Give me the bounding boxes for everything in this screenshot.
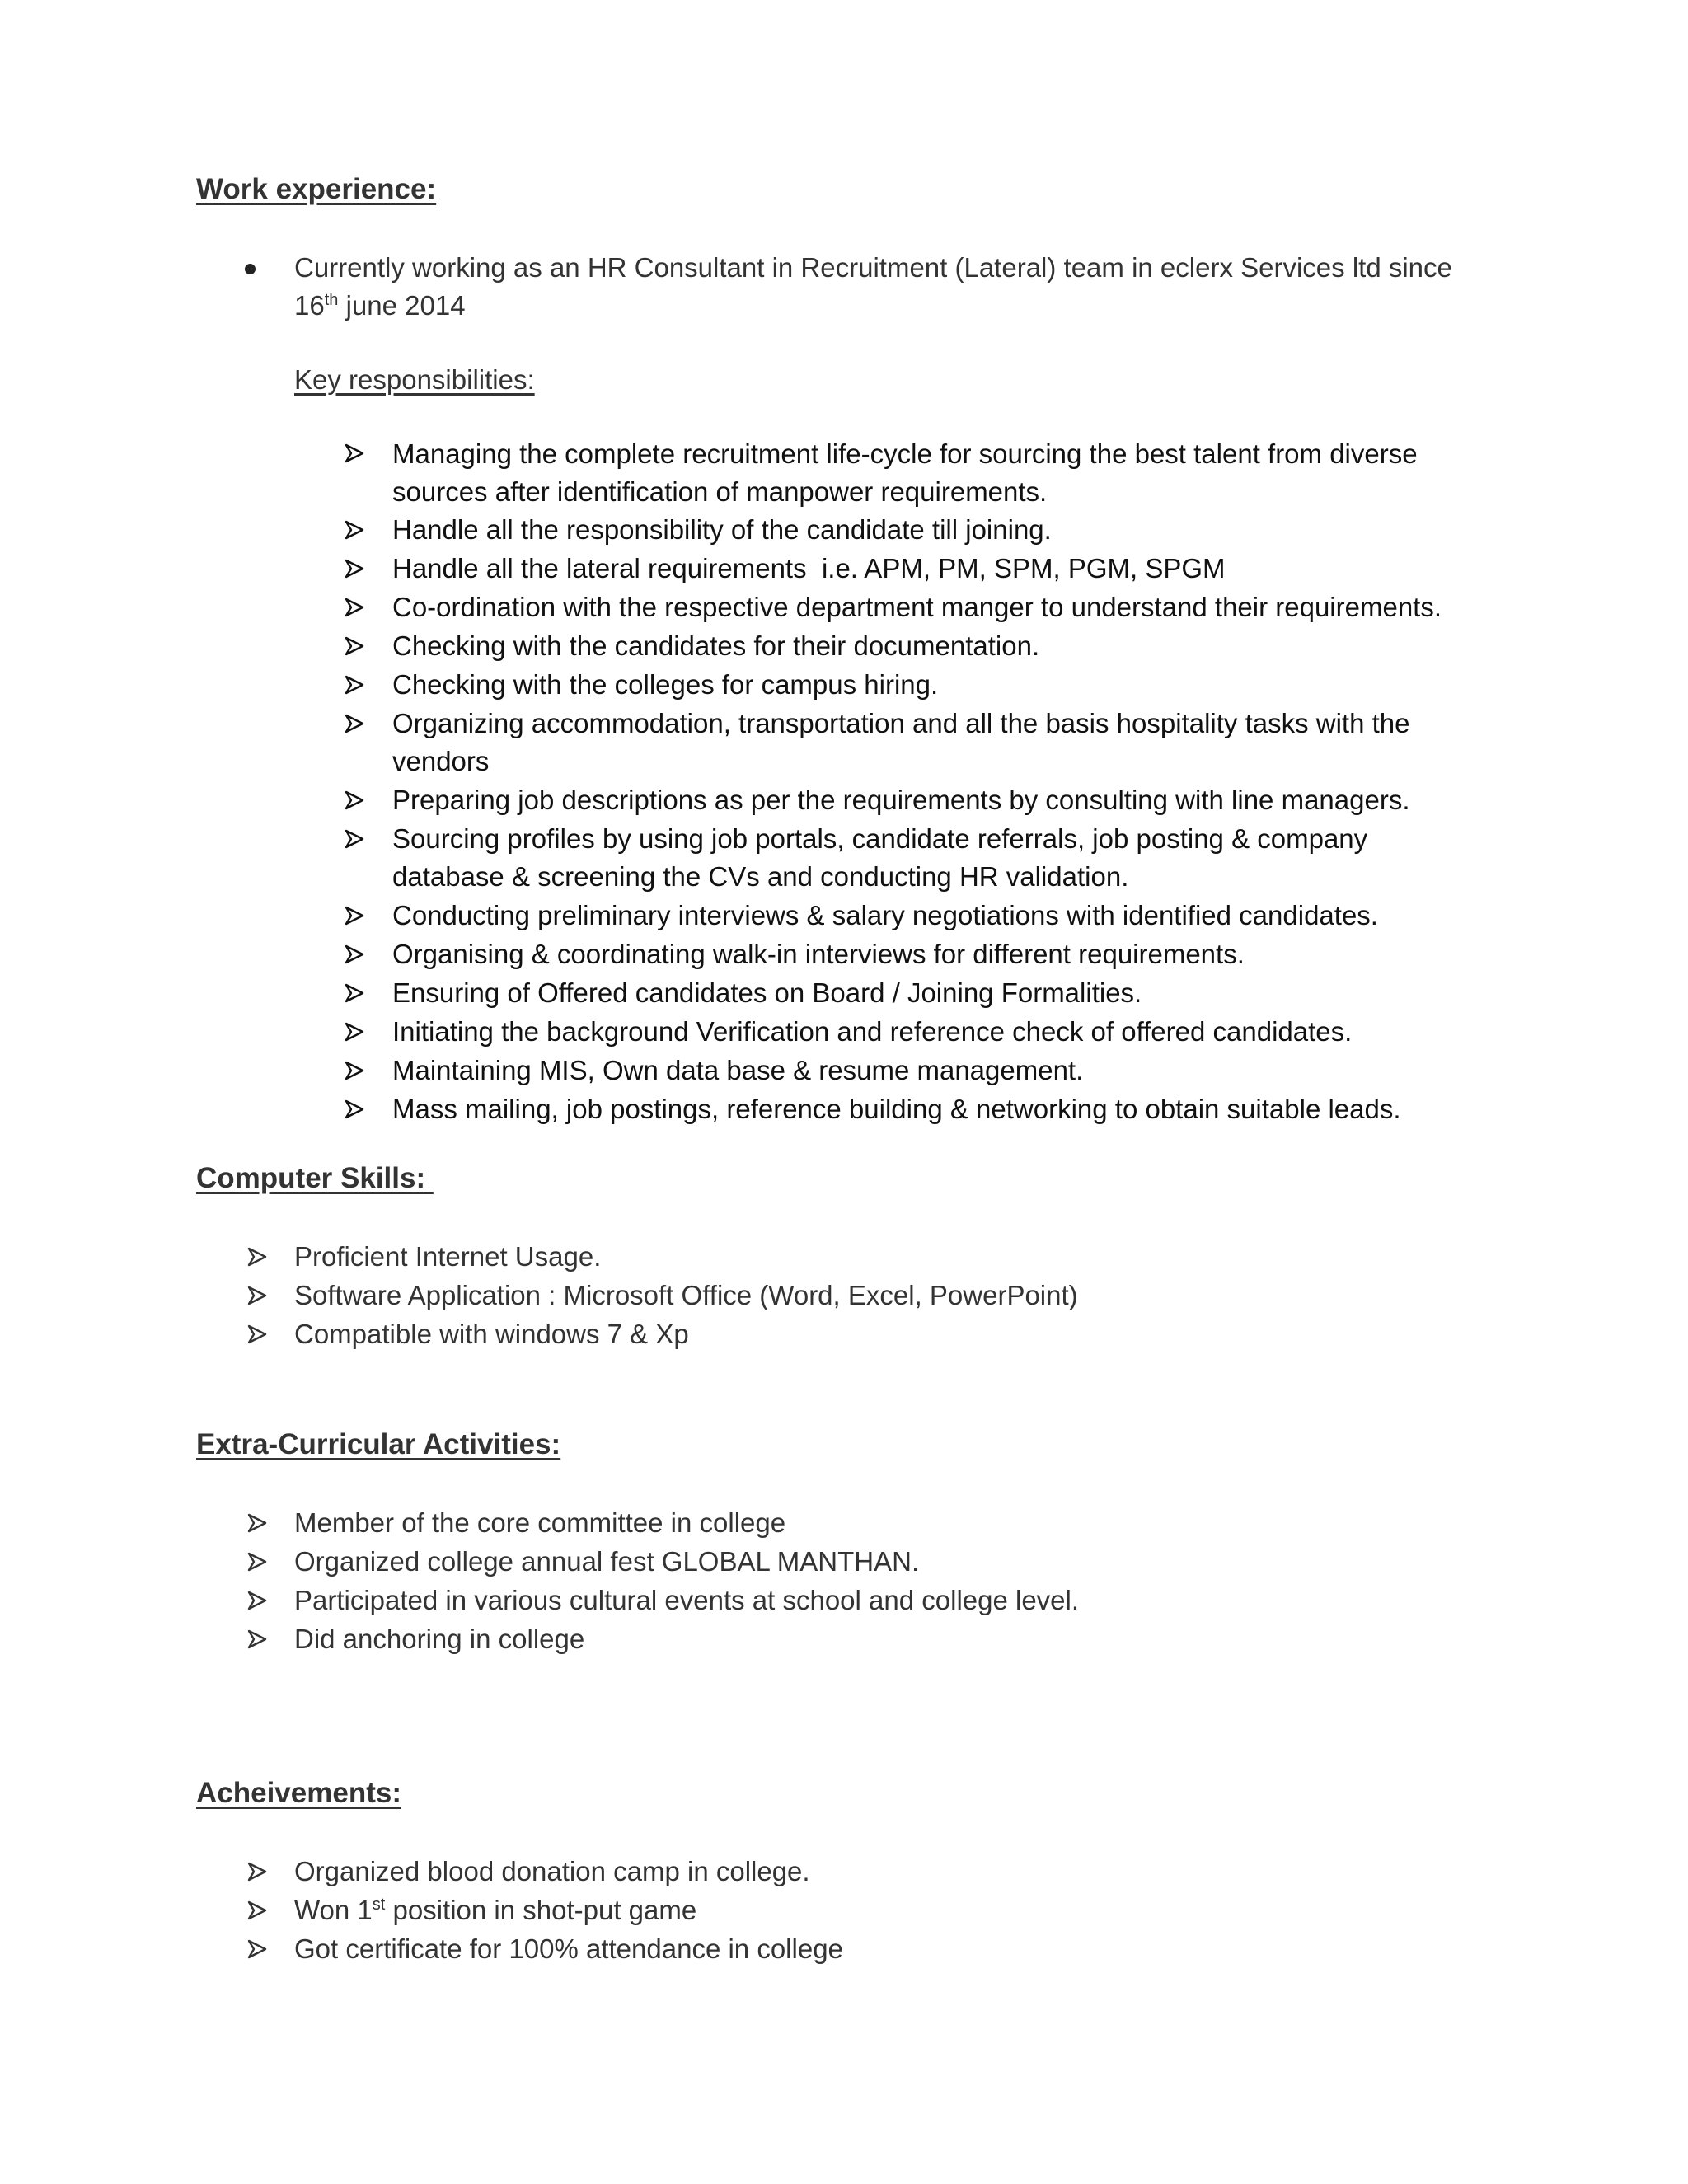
responsibility-item: Organizing accommodation, transportation and all the basis hospitality tasks with the vendors [392, 708, 1410, 776]
extra-curricular-heading: Extra-Curricular Activities: [196, 1428, 561, 1460]
responsibility-item: Co-ordination with the respective department manger to understand their requirements. [392, 592, 1442, 622]
arrow-bullet-icon [343, 1059, 366, 1082]
computer-skills-heading: Computer Skills: [196, 1162, 434, 1194]
activity-item: Organized college annual fest GLOBAL MANTHAN. [294, 1546, 920, 1577]
achievement-item: Organized blood donation camp in college. [294, 1856, 810, 1886]
activity-item: Participated in various cultural events at school and college level. [294, 1585, 1080, 1615]
arrow-bullet-icon [343, 712, 366, 735]
computer-skill-item: Software Application : Microsoft Office (Word, Excel, PowerPoint) [294, 1280, 1078, 1310]
responsibility-item: Sourcing profiles by using job portals, candidate referrals, job posting & company database & screening the CVs and conducting HR validation. [392, 823, 1368, 892]
arrow-bullet-icon [246, 1245, 269, 1268]
arrow-bullet-icon [343, 982, 366, 1005]
responsibility-item: Ensuring of Offered candidates on Board / Joining Formalities. [392, 977, 1142, 1008]
responsibility-item: Managing the complete recruitment life-cycle for sourcing the best talent from diverse sources after identification of manpower requirements. [392, 438, 1418, 507]
arrow-bullet-icon [246, 1589, 269, 1612]
computer-skill-item: Compatible with windows 7 & Xp [294, 1319, 689, 1349]
responsibility-item: Checking with the candidates for their documentation. [392, 630, 1040, 661]
arrow-bullet-icon [343, 596, 366, 619]
responsibility-item: Preparing job descriptions as per the requirements by consulting with line managers. [392, 785, 1410, 815]
arrow-bullet-icon [343, 442, 366, 465]
arrow-bullet-icon [343, 1098, 366, 1121]
responsibility-item: Handle all the responsibility of the candidate till joining. [392, 514, 1052, 545]
responsibility-item: Handle all the lateral requirements i.e. APM, PM, SPM, PGM, SPGM [392, 553, 1226, 583]
key-responsibilities-label: Key responsibilities: [294, 364, 535, 395]
responsibility-item: Mass mailing, job postings, reference building & networking to obtain suitable leads. [392, 1094, 1401, 1124]
responsibility-item: Initiating the background Verification and reference check of offered candidates. [392, 1016, 1353, 1047]
arrow-bullet-icon [246, 1860, 269, 1883]
achievement-item: Got certificate for 100% attendance in college [294, 1933, 843, 1964]
responsibility-item: Conducting preliminary interviews & salary negotiations with identified candidates. [392, 900, 1378, 930]
responsibility-item: Maintaining MIS, Own data base & resume management. [392, 1055, 1084, 1085]
arrow-bullet-icon [246, 1628, 269, 1651]
arrow-bullet-icon [343, 904, 366, 927]
current-role-text: Currently working as an HR Consultant in Recruitment (Lateral) team in eclerx Services ltd since 16th june 2014 [294, 252, 1452, 321]
arrow-bullet-icon [343, 635, 366, 658]
arrow-bullet-icon [343, 789, 366, 812]
arrow-bullet-icon [343, 557, 366, 580]
bullet-dot-icon [245, 264, 256, 274]
achievement-item: Won 1st position in shot-put game [294, 1895, 697, 1925]
arrow-bullet-icon [246, 1899, 269, 1922]
arrow-bullet-icon [246, 1511, 269, 1535]
arrow-bullet-icon [246, 1938, 269, 1961]
work-experience-heading: Work experience: [196, 173, 437, 205]
arrow-bullet-icon [343, 673, 366, 696]
computer-skill-item: Proficient Internet Usage. [294, 1241, 602, 1272]
achievements-heading: Acheivements: [196, 1777, 401, 1809]
responsibility-item: Checking with the colleges for campus hiring. [392, 669, 939, 700]
arrow-bullet-icon [343, 1020, 366, 1043]
arrow-bullet-icon [343, 943, 366, 966]
arrow-bullet-icon [246, 1323, 269, 1346]
arrow-bullet-icon [343, 827, 366, 851]
arrow-bullet-icon [343, 518, 366, 541]
activity-item: Member of the core committee in college [294, 1507, 786, 1538]
responsibility-item: Organising & coordinating walk-in interviews for different requirements. [392, 939, 1245, 969]
arrow-bullet-icon [246, 1550, 269, 1573]
arrow-bullet-icon [246, 1284, 269, 1307]
activity-item: Did anchoring in college [294, 1624, 585, 1654]
